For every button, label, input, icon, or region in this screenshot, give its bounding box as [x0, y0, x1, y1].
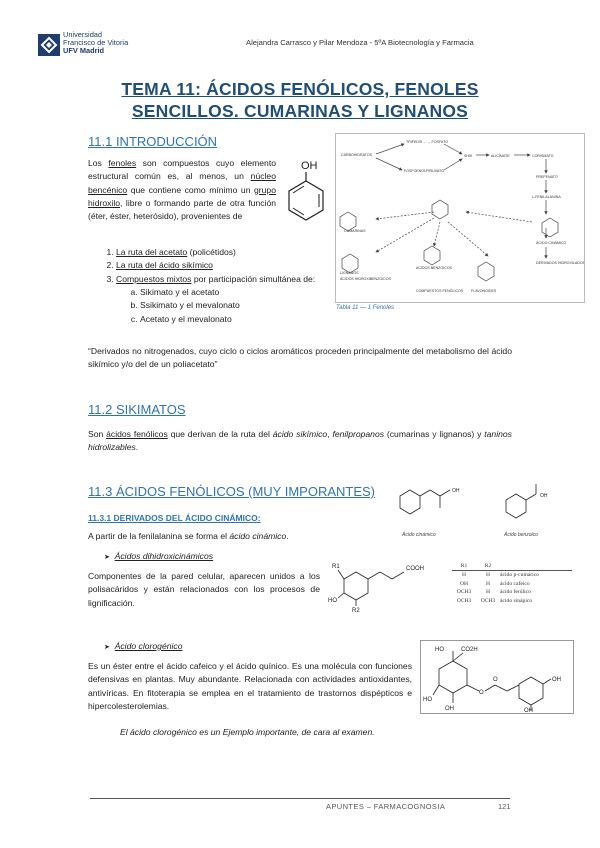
- table-row: OH H ácido cafeico: [459, 580, 530, 587]
- intro-paragraph: Los fenoles son compuestos cuyo elemento estructural común es, al menos, un núcleo bencénico que contiene como mínimo un grupo hidroxilo, libre o formando parte de otra función (éter, éster, heterósido), provenientes de: [88, 158, 276, 222]
- cinnamic-acid-caption: Ácido cinámico: [402, 532, 436, 538]
- header-authors: Alejandra Carrasco y Pilar Mendoza - 5ºA Biotecnología y Farmacia: [246, 38, 474, 47]
- diagram-label: L-FENILALANINA: [532, 195, 561, 199]
- cga-label: OH: [445, 706, 454, 712]
- subsection-heading-cinamico: 11.3.1 DERIVADOS DEL ÁCIDO CINÁMICO:: [88, 513, 261, 523]
- diagram-label: FOSFOENOLPIRUVATO: [404, 169, 444, 173]
- dihidroxi-paragraph: Componentes de la pared celular, aparecen unidos a los polisacáridos y están relacionados con los procesos de lignificación.: [88, 571, 320, 608]
- routes-list: [96, 246, 356, 326]
- table-row: OCH3 H ácido ferúlico: [456, 589, 531, 596]
- section-heading-introduccion: 11.1 INTRODUCCIÓN: [88, 134, 218, 149]
- page-title-line-1: TEMA 11: ÁCIDOS FENÓLICOS, FENOLES: [121, 79, 479, 99]
- university-line-1: Universidad: [63, 30, 103, 39]
- clorogenico-paragraph: Es un éster entre el ácido cafeico y el ácido quínico. Es una molécula con funciones defensivas en plantas. Muy abundante. Relacionada con actividades antioxidantes, antivíricas. En fitoterapia se emplea en el tratamiento de trastornos dispépticos e hipercolesterolemias.: [88, 661, 412, 711]
- arrow-bullet-icon: ➤: [104, 554, 110, 561]
- list-item: b. Ssikimato y el mevalonato: [140, 299, 356, 312]
- cga-label: CO2H: [461, 647, 478, 653]
- chlorogenic-acid-structure: [420, 640, 574, 714]
- cga-label: OH: [524, 708, 533, 713]
- benzoic-oh-label: OH: [540, 493, 548, 499]
- diagram-label: CARBOHIDRATOS: [341, 153, 373, 157]
- phenol-structure: [282, 158, 330, 224]
- struct-label: R1: [332, 564, 340, 570]
- struct-label: COOH: [406, 566, 424, 572]
- bullet-dihidroxicinamicos: ➤ Ácidos dihidroxicinámicos: [104, 551, 214, 561]
- biosynthesis-diagram: [335, 133, 585, 303]
- cga-label: O: [479, 690, 484, 696]
- cinamico-paragraph: A partir de la fenilalanina se forma el ácido cinámico.: [88, 531, 289, 541]
- diagram-label: SHIK: [464, 154, 473, 158]
- diagram-label: PREFENATO: [536, 175, 558, 179]
- benzoic-acid-caption: Ácido benzoico: [504, 532, 538, 538]
- substituent-table: [452, 562, 572, 605]
- struct-label: HO: [328, 598, 337, 604]
- diagram-label: CORISMATO: [532, 154, 554, 158]
- table-row: H H ácido p-cumárico: [461, 572, 539, 579]
- arrow-bullet-icon: ➤: [104, 644, 110, 651]
- page-title-line-2: SENCILLOS. CUMARINAS Y LIGNANOS: [131, 101, 469, 121]
- hydroxycinnamic-structure: [328, 556, 446, 612]
- list-item: a. Sikimato y el acetato: [140, 286, 356, 299]
- page-number: 121: [498, 802, 511, 811]
- footer-rule: [90, 798, 510, 799]
- university-logo: [38, 34, 60, 56]
- exam-note: El ácido clorogénico es un Ejemplo importante, de cara al examen.: [120, 727, 375, 737]
- struct-label: R2: [352, 608, 360, 612]
- university-line-2: Francisco de Vitoria: [63, 37, 129, 47]
- cga-label: OH: [552, 677, 561, 683]
- diagram-label: LIGNANOS: [340, 271, 359, 275]
- diagram-label: TRIFEDSI ←→ FOSFATO: [406, 140, 448, 144]
- section-heading-sikimatos: 11.2 SIKIMATOS: [88, 402, 186, 417]
- diagram-label: FLAVONOIDES: [471, 289, 497, 293]
- list-item: 3. Compuestos mixtos por participación simultánea de: a. Sikimato y el acetato b. Ssikimato y el mevalonato c. Acetato y el mevalonato: [116, 273, 356, 326]
- university-name: [63, 31, 128, 54]
- diagram-label: ALICÍMATE: [491, 154, 510, 158]
- list-item: c. Acetato y el mevalonato: [140, 313, 356, 326]
- cinnamic-benzoic-figure: [396, 480, 564, 542]
- definition-quote: “Derivados no nitrogenados, cuyo ciclo o ciclos aromáticos proceden principalmente del metabolismo del ácido sikímico y/o del de un poliacetato”: [88, 346, 512, 370]
- logo-mark-icon: [38, 34, 60, 56]
- table-header: R1 R2: [452, 562, 572, 571]
- figure-caption: Tabla 11 — 1 Fenoles: [336, 305, 395, 311]
- phenol-oh-label: OH: [301, 160, 318, 172]
- diagram-label: ÁCIDOS HIDROXIBENZOICOS: [340, 277, 391, 281]
- diagram-label: ÁCIDO CINÁMICO: [536, 241, 567, 245]
- sikimatos-paragraph: Son ácidos fenólicos que derivan de la ruta del ácido sikímico, fenilpropanos (cumarinas y lignanos) y taninos hidrolizables.: [88, 429, 512, 453]
- cga-label: HO: [435, 647, 444, 653]
- cga-label: HO: [423, 697, 432, 703]
- university-line-3: UFV Madrid: [63, 45, 105, 55]
- diagram-label: COMPUESTOS FENÓLICOS: [416, 289, 464, 293]
- diagram-label: ACIDOS BENZOICOS: [416, 266, 452, 270]
- footer-course: APUNTES – FARMACOGNOSIA: [326, 802, 446, 811]
- list-item: 2. La ruta del ácido sikímico: [116, 259, 356, 272]
- bullet-clorogenico: ➤ Ácido clorogénico: [104, 641, 183, 651]
- section-heading-acidos-fenolicos: 11.3 ÁCIDOS FENÓLICOS (MUY IMPORANTES): [88, 484, 376, 499]
- diagram-label: DERIVADOS HIDROXILADOS: [536, 261, 584, 265]
- list-item: 1. La ruta del acetato (policétidos): [116, 246, 356, 259]
- table-row: OCH3 OCH3 ácido sinápico: [456, 597, 533, 604]
- cga-label: O: [493, 677, 498, 683]
- diagram-label: CUMARINAS: [344, 229, 366, 233]
- cinnamic-oh-label: OH: [452, 488, 460, 494]
